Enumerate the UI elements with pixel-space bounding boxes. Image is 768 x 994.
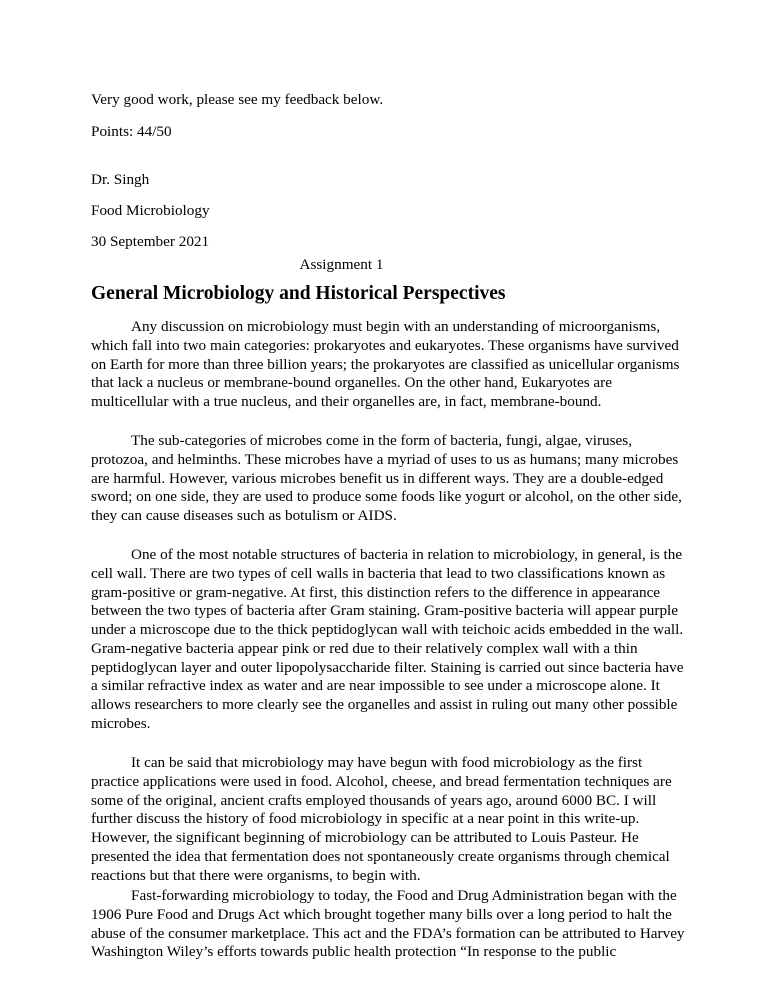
paragraph-4: It can be said that microbiology may have begun with food microbiology as the first practice applications were used in food. Alcohol, cheese, and bread fermentation techniques are some of the original, ancient crafts employed thousands of years ago, around 6000 BC. I will further discuss the history of food microbiology in specific at a near point in this write-up. However, the significant beginning of microbiology can be attributed to Louis Pasteur. He presented the idea that fermentation does not spontaneously create organisms through chemical reactions but that there were organisms, to begin with. xyxy=(91,754,672,884)
paragraph-5: Fast-forwarding microbiology to today, the Food and Drug Administration began with the 1906 Pure Food and Drugs Act which brought together many bills over a long period to halt the abuse of the consumer marketplace. This act and the FDA’s formation can be attributed to Harvey Washington Wiley’s efforts towards public health protection “In response to the public xyxy=(91,887,685,961)
assignment-title: Assignment 1 xyxy=(299,256,384,273)
course-name: Food Microbiology xyxy=(91,202,210,219)
points-score: Points: 44/50 xyxy=(91,123,172,140)
paragraph-2: The sub-categories of microbes come in the form of bacteria, fungi, algae, viruses, protozoa, and helminths. These microbes have a myriad of uses to us as humans; many microbes are harmful. However, various microbes benefit us in different ways. They are a double-edged sword; on one side, they are used to produce some foods like yogurt or alcohol, on the other side, they can cause diseases such as botulism or AIDS. xyxy=(91,432,682,524)
paragraph-3: One of the most notable structures of bacteria in relation to microbiology, in general, is the cell wall. There are two types of cell walls in bacteria that lead to two classifications known as gram-positive or gram-negative. At first, this distinction refers to the difference in appearance between the two types of bacteria after Gram staining. Gram-positive bacteria will appear purple under a microscope due to the thick peptidoglycan wall with teichoic acids embedded in the wall. Gram-negative bacteria appear pink or red due to their relatively complex wall with a thin peptidoglycan layer and outer lipopolysaccharide filter. Staining is carried out since bacteria have a similar refractive index as water and are near impossible to see under a microscope alone. It allows researchers to more clearly see the organelles and assist in ruling out many other possible microbes. xyxy=(91,546,684,732)
paragraph-1: Any discussion on microbiology must begin with an understanding of microorganisms, which fall into two main categories: prokaryotes and eukaryotes. These organisms have survived on Earth for more than three billion years; the prokaryotes are classified as unicellular organisms that lack a nucleus or membrane-bound organelles. On the other hand, Eukaryotes are multicellular with a true nucleus, and their organelles are, in fact, membrane-bound. xyxy=(91,318,680,410)
section-heading: General Microbiology and Historical Perspectives xyxy=(91,283,506,304)
document-date: 30 September 2021 xyxy=(91,233,210,250)
feedback-comment: Very good work, please see my feedback below. xyxy=(91,91,384,108)
instructor-name: Dr. Singh xyxy=(91,171,150,188)
